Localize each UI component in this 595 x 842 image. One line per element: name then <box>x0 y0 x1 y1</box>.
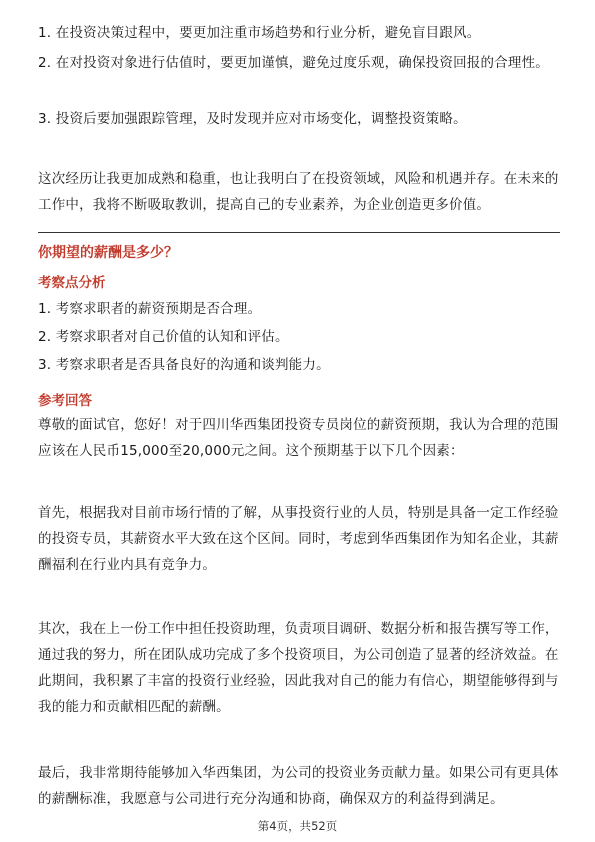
section-divider <box>38 232 560 233</box>
conclusion-paragraph: 这次经历让我更加成熟和稳重，也让我明白了在投资领域，风险和机遇并存。在未来的工作中，我将不断吸取教训，提高自己的专业素养，为企业创造更多价值。 <box>38 171 559 213</box>
analysis-heading: 考察点分析 <box>38 275 106 291</box>
list-item: 1. 在投资决策过程中，要更加注重市场趋势和行业分析，避免盲目跟风。 <box>38 25 481 41</box>
answer-paragraph: 首先，根据我对目前市场行情的了解，从事投资行业的人员，特别是具备一定工作经验的投资专员，其薪资水平大致在这个区间。同时，考虑到华西集团作为知名企业，其薪酬福利在行业内具有竞争力。 <box>38 505 559 573</box>
analysis-item: 2. 考察求职者对自己价值的认知和评估。 <box>38 329 289 345</box>
answer-heading: 参考回答 <box>38 393 92 409</box>
answer-paragraph: 其次，我在上一份工作中担任投资助理，负责项目调研、数据分析和报告撰写等工作，通过我的努力，所在团队成功完成了多个投资项目，为公司创造了显著的经济效益。在此期间，我积累了丰富的投资行业经验，因此我对自己的能力有信心，期望能够得到与我的能力和贡献相匹配的薪酬。 <box>38 621 559 715</box>
answer-paragraph: 尊敬的面试官，您好！对于四川华西集团投资专员岗位的薪资预期，我认为合理的范围应该在人民币15,000至20,000元之间。这个预期基于以下几个因素： <box>38 417 559 459</box>
question-title: 你期望的薪酬是多少？ <box>38 245 178 261</box>
analysis-item: 1. 考察求职者的薪资预期是否合理。 <box>38 301 262 317</box>
page-indicator: 第4页，共52页 <box>257 819 338 833</box>
list-item: 2. 在对投资对象进行估值时，要更加谨慎，避免过度乐观，确保投资回报的合理性。 <box>38 55 549 71</box>
list-item: 3. 投资后要加强跟踪管理，及时发现并应对市场变化，调整投资策略。 <box>38 111 467 127</box>
answer-paragraph: 最后，我非常期待能够加入华西集团，为公司的投资业务贡献力量。如果公司有更具体的薪酬标准，我愿意与公司进行充分沟通和协商，确保双方的利益得到满足。 <box>38 765 559 807</box>
analysis-item: 3. 考察求职者是否具备良好的沟通和谈判能力。 <box>38 357 330 373</box>
